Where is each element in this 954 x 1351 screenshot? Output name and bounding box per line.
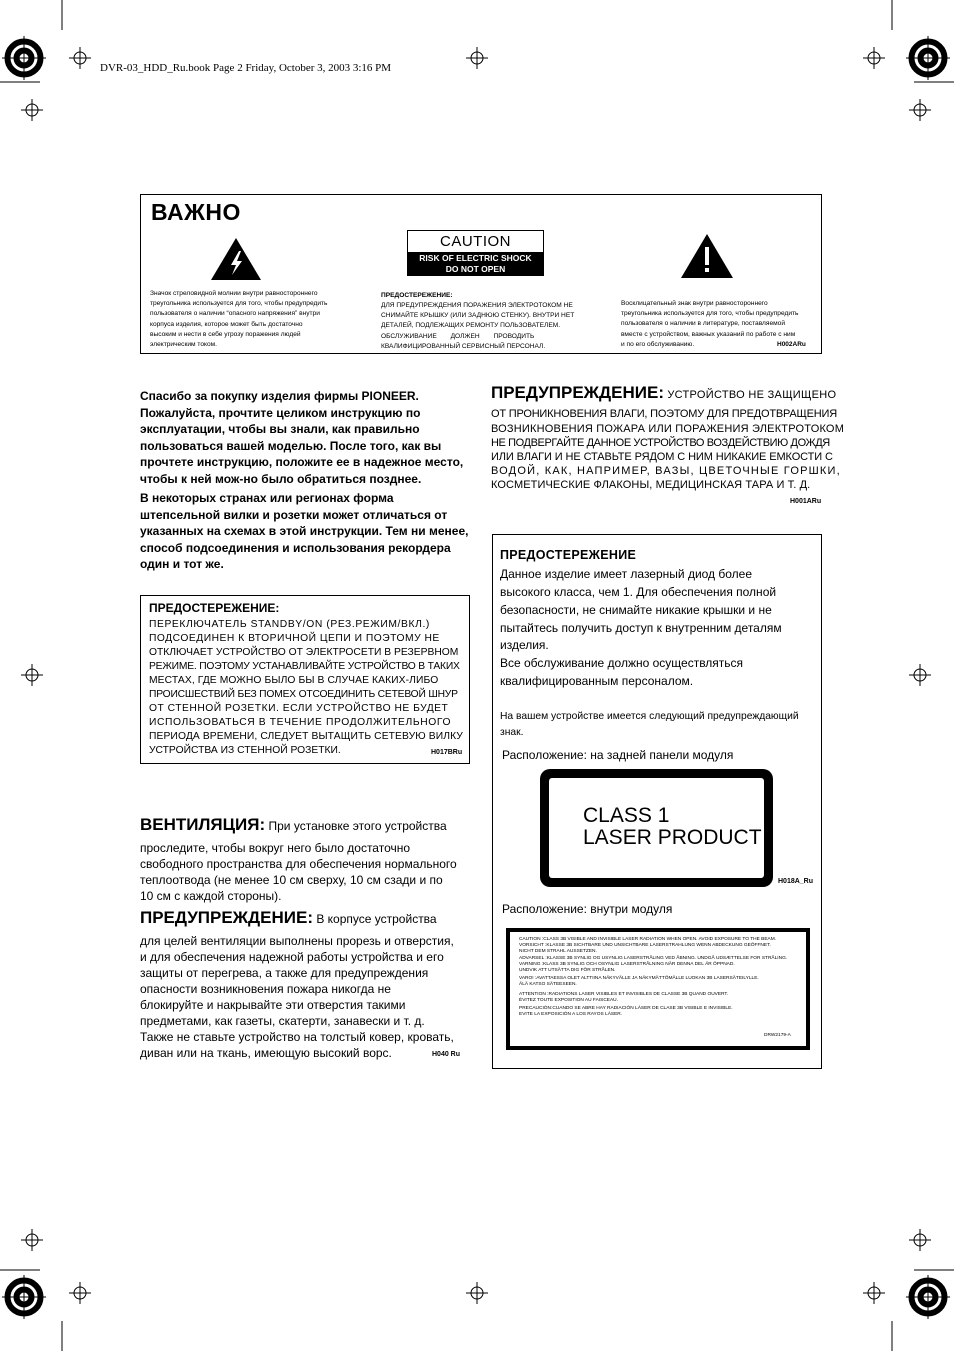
location-inside-module: Расположение: внутри модуля	[502, 902, 673, 916]
important-title: ВАЖНО	[151, 199, 241, 225]
vent-warning-line: опасности возникновения пожара никогда не	[140, 982, 391, 996]
vent-warning-line: блокируйте и накрывайте эти отверстия такими	[140, 998, 406, 1012]
laser-text-line: квалифицированным персоналом.	[500, 674, 694, 688]
lightning-warning-icon	[210, 237, 262, 281]
vent-warning-line: для целей вентиляции выполнены прорезь и отверстия,	[140, 934, 454, 948]
vent-warning-line: защиты от перегрева, а также для предупреждения	[140, 966, 429, 980]
laser-text-line: высокого класса, чем 1. Для обеспечения полной	[500, 585, 777, 599]
laser-text-line: безопасности, не снимайте никакие крышки и не	[500, 603, 772, 617]
plug-note-paragraph: В некоторых странах или регионах форма штепсельной вилки и розетки может отличаться от указанных на схемах в этой инструкции. Тем ни менее, способ подсоединения и использования рекордера один и тот же.	[140, 491, 469, 571]
laser-text-line: Данное изделие имеет лазерный диод более	[500, 567, 753, 581]
laser-product-text: LASER PRODUCT	[583, 826, 762, 849]
moisture-warning-line: ВОДОЙ, КАК, НАПРИМЕР, ВАЗЫ, ЦВЕТОЧНЫЕ ГОРШКИ,	[491, 465, 841, 477]
standby-warning-heading: ПРЕДОСТЕРЕЖЕНИЕ:	[149, 601, 280, 615]
vent-warning-line: и для обеспечения надежной работы устройства и его	[140, 950, 444, 964]
center-caution-heading: ПРЕДОСТЕРЕЖЕНИЕ:	[381, 292, 453, 299]
vent-warning-heading: ПРЕДУПРЕЖДЕНИЕ:	[140, 908, 313, 927]
laser-radiation-sticker: CAUTION :CLASS 3B VISIBLE AND INVISIBLE LASER RADIATION WHEN OPEN. AVOID EXPOSURE TO THE BEAM. VORSICHT :KLASSE 3B SICHTBARE UND UNSICHTBARE LASERSTRAHLUNG WENN ABDECKUNG GEÖFFNET. NICHT DEM STRAHL AUSSETZEN. ADVARSEL :KLASSE 3B SYNLIG OG USYNLIG LASERSTRÅLING VED ÅBNING. UNDGÅ UDSÆTTELSE FOR STRÅLING. VARNING :KLASS 3B SYNLIG OCH OSYNLIG LASERSTRÅLNING NÄR DENNA DEL ÄR ÖPPNAD. UNDVIK ATT UTSÄTTA DIG FÖR STRÅLEN. VARO! :AVATTAESSA OLET ALTTIINA NÄKYVÄLLE JA NÄKYMÄTTÖMÄLLE LUOKAN 3B LASERSÄTEILYLLE. ÄLÄ KATSO SÄTEESEEN. ATTENTION :RADIATIONS LASER VISIBLES ET INVISIBLES DE CLASSE 3B QUAND OUVERT. ÉVITEZ TOUTE EXPOSITION AU FAISCEAU. PRECAUCIÓN:CUANDO SE ABRE HAY RADIACIÓN LÁSER DE CLASE 3B VISIBLE E INVISIBLE. EVITE LA EXPOSICIÓN A LOS RAYOS LÁSER. DRW2179-A	[506, 928, 810, 1050]
ventilation-heading: ВЕНТИЛЯЦИЯ:	[140, 815, 266, 834]
ventilation-line: проследите, чтобы вокруг него было достаточно	[140, 841, 411, 855]
book-header: DVR-03_HDD_Ru.book Page 2 Friday, October 3, 2003 3:16 PM	[100, 62, 392, 74]
standby-switch-warning-box: ПРЕДОСТЕРЕЖЕНИЕ: ПЕРЕКЛЮЧАТЕЛЬ STANDBY/ON (РЕЗ.РЕЖИМ/ВКЛ.) ПОДСОЕДИНЕН К ВТОРИЧНОЙ ЦЕПИ И ПОЭТОМУ НЕ ОТКЛЮЧАЕТ УСТРОЙСТВО ОТ ЭЛЕКТРОСЕТИ В РЕЗЕРВНОМ РЕЖИМЕ. ПОЭТОМУ УСТАНАВЛИВАЙТЕ УСТРОЙСТВО В ТАКИХ МЕСТАХ, ГДЕ МОЖНО БЫЛО БЫ В СЛУЧАЕ КАКИХ-ЛИБО ПРОИСШЕСТВИЙ БЕЗ ПОМЕХ ОТСОЕДИНИТЬ СЕТЕВОЙ ШНУР ОТ СТЕННОЙ РОЗЕТКИ. ЕСЛИ УСТРОЙСТВО НЕ БУДЕТ ИСПОЛЬЗОВАТЬСЯ В ТЕЧЕНИЕ ПРОДОЛЖИТЕЛЬНОГО ПЕРИОДА ВРЕМЕНИ, СЛЕДУЕТ ВЫТАЩИТЬ СЕТЕВУЮ ВИЛКУ УСТРОЙСТВА ИЗ СТЕННОЙ РОЗЕТКИ. H017BRu	[140, 595, 470, 764]
lightning-explanation: Значок стреловидной молнии внутри равностороннего треугольника используется для того, чтобы предупредить пользователя о наличии “опасного напряжения” внутри корпуса изделия, которое может быть достаточно высоким и нести в себе угрозу поражения людей электрическим током.	[150, 290, 328, 349]
laser-text-line: Все обслуживание должно осуществляться	[500, 656, 744, 670]
ventilation-line: 10 см с каждой стороны).	[140, 889, 282, 903]
ventilation-line: свободного пространства для обеспечения нормального	[140, 857, 457, 871]
laser-text-line: изделия.	[500, 638, 549, 652]
caution-label-line2: DO NOT OPEN	[445, 263, 506, 274]
laser-text-line: пытайтесь получить доступ к внутренним деталям	[500, 621, 782, 635]
important-code: H002ARu	[777, 341, 806, 348]
moisture-warning-line: НЕ ПОДВЕРГАЙТЕ ДАННОЕ УСТРОЙСТВО ВОЗДЕЙСТВИЮ ДОЖДЯ	[491, 437, 830, 449]
vent-warning-code: H040 Ru	[432, 1051, 461, 1058]
laser-caution-box	[492, 534, 822, 1069]
intro-paragraph: Спасибо за покупку изделия фирмы PIONEER. Пожалуйста, прочтите целиком инструкцию по эксплуатации, чтобы вы знали, как правильно пользоваться вашей моделью. После того, как вы прочтете инструкцию, положите ее в надежное место, чтобы к ней мож-но было обратиться позднее.	[140, 389, 464, 486]
moisture-warning-line: ИЛИ ВЛАГИ И НЕ СТАВЬТЕ РЯДОМ С НИМ НИКАКИЕ ЕМКОСТИ С	[491, 451, 833, 463]
important-box	[140, 194, 822, 354]
standby-warning-code: H017BRu	[431, 749, 463, 756]
ventilation-first-line: ВЕНТИЛЯЦИЯ: При установке этого устройства	[140, 815, 447, 834]
vent-warning-line: предметами, как газеты, скатерти, занавески и т. д.	[140, 1014, 425, 1028]
class1-label-code: H018A_Ru	[778, 878, 814, 885]
moisture-warning-line: ВОЗНИКНОВЕНИЯ ПОЖАРА ИЛИ ПОРАЖЕНИЯ ЭЛЕКТРОТОКОМ	[491, 423, 845, 435]
moisture-warning-code: H001ARu	[790, 498, 822, 505]
sticker-code: DRW2179-A	[764, 1033, 791, 1038]
caution-label-line1: RISK OF ELECTRIC SHOCK	[419, 253, 532, 263]
laser-note-line: знак.	[500, 727, 524, 738]
vent-warning-line: диван или на ткань, имеющую высокий ворс.	[140, 1046, 392, 1060]
class1-text: CLASS 1	[583, 804, 670, 827]
moisture-warning-line: КОСМЕТИЧЕСКИЕ ФЛАКОНЫ, МЕДИЦИНСКАЯ ТАРА И Т. Д.	[491, 479, 811, 491]
caution-label-title: CAUTION	[440, 233, 511, 250]
caution-label	[407, 230, 544, 276]
laser-note-line: На вашем устройстве имеется следующий предупреждающий	[500, 711, 799, 722]
vent-warning-line: Также не ставьте устройство на толстый ковер, кровать,	[140, 1030, 454, 1044]
center-caution-text: ДЛЯ ПРЕДУПРЕЖДЕНИЯ ПОРАЖЕНИЯ ЭЛЕКТРОТОКОМ НЕ СНИМАЙТЕ КРЫШКУ (ИЛИ ЗАДНЮЮ СТЕНКУ). ВНУТРИ НЕТ ДЕТАЛЕЙ, ПОДЛЕЖАЩИХ РЕМОНТУ ПОЛЬЗОВАТЕЛЕМ. ОБСЛУЖИВАНИЕ ДОЛЖЕН ПРОВОДИТЬ КВАЛИФИЦИРОВАННЫЙ СЕРВИСНЫЙ ПЕРСОНАЛ.	[381, 302, 575, 350]
moisture-warning-heading: ПРЕДУПРЕЖДЕНИЕ:	[491, 383, 664, 402]
moisture-warning-first-line: ПРЕДУПРЕЖДЕНИЕ: УСТРОЙСТВО НЕ ЗАЩИЩЕНО	[491, 383, 837, 402]
vent-warning-first-line: ПРЕДУПРЕЖДЕНИЕ: В корпусе устройства	[140, 908, 437, 927]
laser-caution-heading: ПРЕДОСТЕРЕЖЕНИЕ	[500, 548, 637, 562]
exclamation-explanation: Восклицательный знак внутри равностороннего треугольника используется для того, чтобы предупредить пользователя о наличии в литературе, поставляемой вместе с устройством, важных указаний по работе с ним и по его обслуживанию.	[621, 300, 799, 348]
class1-laser-label	[540, 769, 773, 887]
ventilation-line: теплоотвода (не менее 10 см сверху, 10 см сзади и по	[140, 873, 443, 887]
moisture-warning-line: ОТ ПРОНИКНОВЕНИЯ ВЛАГИ, ПОЭТОМУ ДЛЯ ПРЕДОТВРАЩЕНИЯ	[491, 408, 837, 420]
location-rear-panel: Расположение: на задней панели модуля	[502, 748, 734, 762]
exclamation-warning-icon	[680, 233, 734, 279]
